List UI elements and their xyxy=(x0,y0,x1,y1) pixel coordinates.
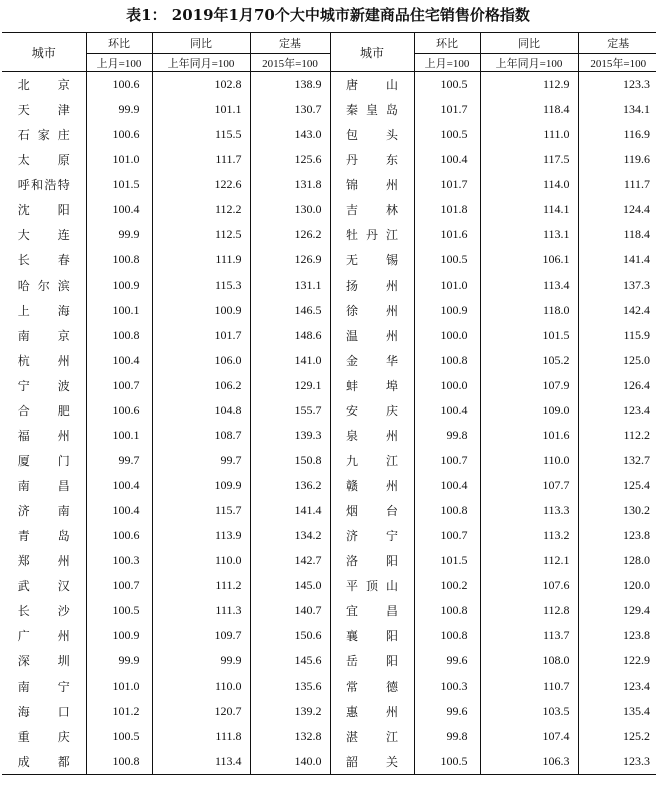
city-name-left: 海 口 xyxy=(17,704,70,719)
fixed-value-right: 132.7 xyxy=(578,448,656,473)
fixed-value-right: 130.2 xyxy=(578,498,656,523)
yoy-value-right: 103.5 xyxy=(480,699,578,724)
mom-value-left: 100.9 xyxy=(86,623,152,648)
mom-value-right: 100.5 xyxy=(414,72,480,98)
yoy-value-left: 112.5 xyxy=(152,222,250,247)
city-name-right: 济 宁 xyxy=(330,523,414,548)
mom-value-right: 101.5 xyxy=(414,548,480,573)
yoy-value-right: 112.1 xyxy=(480,548,578,573)
table-row xyxy=(2,72,656,98)
fixed-value-left: 131.1 xyxy=(250,273,330,298)
city-name-right: 包 头 xyxy=(330,122,414,147)
mom-value-right: 100.8 xyxy=(414,598,480,623)
mom-value-left: 100.1 xyxy=(86,298,152,323)
table-title: 表1： 2019年1月70个大中城市新建商品住宅销售价格指数 xyxy=(126,6,530,24)
mom-value-right: 100.0 xyxy=(414,323,480,348)
fixed-value-left: 140.0 xyxy=(250,749,330,775)
city-name-left: 沈 阳 xyxy=(17,203,70,218)
yoy-value-left: 122.6 xyxy=(152,172,250,197)
yoy-value-right: 118.4 xyxy=(480,97,578,122)
mom-value-right: 101.7 xyxy=(414,172,480,197)
yoy-value-left: 115.3 xyxy=(152,273,250,298)
table-row xyxy=(2,348,656,373)
column-header-fixed-right: 定基 xyxy=(578,33,656,54)
yoy-value-left: 111.9 xyxy=(152,247,250,272)
yoy-value-right: 110.7 xyxy=(480,674,578,699)
yoy-value-left: 113.4 xyxy=(152,749,250,775)
fixed-value-right: 111.7 xyxy=(578,172,656,197)
fixed-value-right: 115.9 xyxy=(578,323,656,348)
mom-value-right: 100.5 xyxy=(414,122,480,147)
mom-value-right: 100.9 xyxy=(414,298,480,323)
yoy-value-left: 104.8 xyxy=(152,398,250,423)
yoy-value-right: 107.7 xyxy=(480,473,578,498)
yoy-value-right: 112.8 xyxy=(480,598,578,623)
fixed-value-right: 125.0 xyxy=(578,348,656,373)
city-name-right: 牡丹江 xyxy=(330,222,414,247)
city-name-right: 岳 阳 xyxy=(330,648,414,673)
fixed-value-left: 134.2 xyxy=(250,523,330,548)
yoy-value-right: 117.5 xyxy=(480,147,578,172)
yoy-value-right: 107.4 xyxy=(480,724,578,749)
city-name-right: 蚌 埠 xyxy=(330,373,414,398)
city-name-left: 重 庆 xyxy=(17,729,70,744)
city-name-right: 惠 州 xyxy=(330,699,414,724)
city-name-left: 天 津 xyxy=(17,103,70,118)
fixed-value-right: 123.8 xyxy=(578,523,656,548)
mom-value-right: 100.5 xyxy=(414,749,480,775)
mom-value-right: 101.7 xyxy=(414,97,480,122)
mom-value-right: 100.4 xyxy=(414,147,480,172)
yoy-value-left: 110.0 xyxy=(152,548,250,573)
mom-value-right: 99.8 xyxy=(414,423,480,448)
city-name-left: 济 南 xyxy=(17,504,70,519)
column-subheader-mom-base-right: 上月=100 xyxy=(414,54,480,72)
fixed-value-left: 150.8 xyxy=(250,448,330,473)
table-row xyxy=(2,523,656,548)
table-row xyxy=(2,373,656,398)
mom-value-left: 99.9 xyxy=(86,222,152,247)
yoy-value-right: 113.4 xyxy=(480,273,578,298)
yoy-value-left: 106.2 xyxy=(152,373,250,398)
yoy-value-left: 99.9 xyxy=(152,648,250,673)
fixed-value-left: 139.3 xyxy=(250,423,330,448)
table-row xyxy=(2,197,656,222)
mom-value-right: 100.4 xyxy=(414,398,480,423)
city-name-right: 丹 东 xyxy=(330,147,414,172)
mom-value-left: 100.9 xyxy=(86,273,152,298)
yoy-value-right: 111.0 xyxy=(480,122,578,147)
yoy-value-right: 105.2 xyxy=(480,348,578,373)
mom-value-left: 99.9 xyxy=(86,97,152,122)
city-name-right: 扬 州 xyxy=(330,273,414,298)
mom-value-right: 100.8 xyxy=(414,348,480,373)
mom-value-left: 100.7 xyxy=(86,373,152,398)
column-subheader-mom-base-left: 上月=100 xyxy=(86,54,152,72)
yoy-value-right: 107.6 xyxy=(480,573,578,598)
mom-value-left: 99.7 xyxy=(86,448,152,473)
city-name-right: 无 锡 xyxy=(330,247,414,272)
city-name-left: 厦 门 xyxy=(17,453,70,468)
fixed-value-left: 136.2 xyxy=(250,473,330,498)
fixed-value-left: 145.6 xyxy=(250,648,330,673)
mom-value-right: 101.0 xyxy=(414,273,480,298)
city-name-right: 秦皇岛 xyxy=(330,97,414,122)
yoy-value-left: 99.7 xyxy=(152,448,250,473)
yoy-value-right: 101.6 xyxy=(480,423,578,448)
fixed-value-right: 116.9 xyxy=(578,122,656,147)
mom-value-left: 100.6 xyxy=(86,72,152,98)
yoy-value-right: 113.1 xyxy=(480,222,578,247)
city-name-right: 九 江 xyxy=(330,448,414,473)
table-row xyxy=(2,573,656,598)
yoy-value-right: 106.3 xyxy=(480,749,578,775)
mom-value-left: 100.4 xyxy=(86,348,152,373)
mom-value-left: 100.6 xyxy=(86,523,152,548)
table-row xyxy=(2,172,656,197)
city-name-left: 武 汉 xyxy=(17,579,70,594)
yoy-value-right: 101.5 xyxy=(480,323,578,348)
mom-value-left: 100.5 xyxy=(86,724,152,749)
city-name-right: 平顶山 xyxy=(330,573,414,598)
table-row xyxy=(2,423,656,448)
yoy-value-right: 109.0 xyxy=(480,398,578,423)
table-row xyxy=(2,147,656,172)
yoy-value-left: 115.5 xyxy=(152,122,250,147)
column-header-fixed-left: 定基 xyxy=(250,33,330,54)
fixed-value-left: 155.7 xyxy=(250,398,330,423)
table-row xyxy=(2,674,656,699)
city-name-right: 徐 州 xyxy=(330,298,414,323)
fixed-value-right: 120.0 xyxy=(578,573,656,598)
mom-value-left: 99.9 xyxy=(86,648,152,673)
fixed-value-right: 122.9 xyxy=(578,648,656,673)
yoy-value-left: 108.7 xyxy=(152,423,250,448)
table-row xyxy=(2,122,656,147)
city-name-left: 广 州 xyxy=(17,629,70,644)
column-header-yoy-right: 同比 xyxy=(480,33,578,54)
yoy-value-right: 113.2 xyxy=(480,523,578,548)
mom-value-right: 100.2 xyxy=(414,573,480,598)
city-name-right: 温 州 xyxy=(330,323,414,348)
fixed-value-left: 145.0 xyxy=(250,573,330,598)
city-name-right: 洛 阳 xyxy=(330,548,414,573)
fixed-value-left: 129.1 xyxy=(250,373,330,398)
yoy-value-left: 112.2 xyxy=(152,197,250,222)
fixed-value-left: 135.6 xyxy=(250,674,330,699)
yoy-value-left: 101.7 xyxy=(152,323,250,348)
price-index-table-container xyxy=(2,32,654,775)
mom-value-left: 100.3 xyxy=(86,548,152,573)
yoy-value-left: 109.7 xyxy=(152,623,250,648)
city-name-right: 常 德 xyxy=(330,674,414,699)
column-header-mom-left: 环比 xyxy=(86,33,152,54)
yoy-value-right: 112.9 xyxy=(480,72,578,98)
fixed-value-right: 119.6 xyxy=(578,147,656,172)
column-subheader-yoy-base-left: 上年同月=100 xyxy=(152,54,250,72)
mom-value-right: 100.7 xyxy=(414,448,480,473)
city-name-left: 杭 州 xyxy=(17,353,70,368)
city-name-left: 北 京 xyxy=(17,78,70,93)
city-name-left: 福 州 xyxy=(17,428,70,443)
city-name-right: 锦 州 xyxy=(330,172,414,197)
city-name-left: 长 春 xyxy=(17,253,70,268)
mom-value-left: 101.0 xyxy=(86,147,152,172)
mom-value-left: 100.6 xyxy=(86,398,152,423)
mom-value-left: 100.1 xyxy=(86,423,152,448)
fixed-value-right: 123.3 xyxy=(578,749,656,775)
fixed-value-left: 130.7 xyxy=(250,97,330,122)
yoy-value-left: 100.9 xyxy=(152,298,250,323)
table-header xyxy=(2,33,656,72)
table-row xyxy=(2,598,656,623)
city-name-right: 宜 昌 xyxy=(330,598,414,623)
city-name-left: 石家庄 xyxy=(17,128,70,143)
table-row xyxy=(2,323,656,348)
mom-value-left: 100.5 xyxy=(86,598,152,623)
mom-value-left: 101.5 xyxy=(86,172,152,197)
yoy-value-left: 115.7 xyxy=(152,498,250,523)
fixed-value-right: 134.1 xyxy=(578,97,656,122)
fixed-value-right: 135.4 xyxy=(578,699,656,724)
table-row xyxy=(2,473,656,498)
city-name-right: 赣 州 xyxy=(330,473,414,498)
mom-value-right: 100.0 xyxy=(414,373,480,398)
city-name-right: 烟 台 xyxy=(330,498,414,523)
fixed-value-left: 138.9 xyxy=(250,72,330,98)
fixed-value-right: 126.4 xyxy=(578,373,656,398)
column-subheader-fixed-base-left: 2015年=100 xyxy=(250,54,330,72)
city-name-left: 合 肥 xyxy=(17,403,70,418)
fixed-value-left: 141.4 xyxy=(250,498,330,523)
yoy-value-left: 111.7 xyxy=(152,147,250,172)
mom-value-left: 100.6 xyxy=(86,122,152,147)
mom-value-right: 100.7 xyxy=(414,523,480,548)
fixed-value-right: 123.4 xyxy=(578,398,656,423)
yoy-value-right: 114.1 xyxy=(480,197,578,222)
fixed-value-left: 139.2 xyxy=(250,699,330,724)
fixed-value-left: 143.0 xyxy=(250,122,330,147)
mom-value-right: 100.5 xyxy=(414,247,480,272)
price-index-table xyxy=(2,32,656,775)
table-row xyxy=(2,273,656,298)
mom-value-right: 100.3 xyxy=(414,674,480,699)
city-name-left: 深 圳 xyxy=(17,654,70,669)
fixed-value-right: 125.4 xyxy=(578,473,656,498)
mom-value-left: 100.4 xyxy=(86,498,152,523)
yoy-value-left: 120.7 xyxy=(152,699,250,724)
fixed-value-right: 129.4 xyxy=(578,598,656,623)
city-name-left: 宁 波 xyxy=(17,378,70,393)
mom-value-left: 100.8 xyxy=(86,247,152,272)
fixed-value-right: 124.4 xyxy=(578,197,656,222)
city-name-right: 泉 州 xyxy=(330,423,414,448)
column-header-city-left: 城市 xyxy=(31,45,56,60)
fixed-value-left: 146.5 xyxy=(250,298,330,323)
fixed-value-right: 137.3 xyxy=(578,273,656,298)
table-row xyxy=(2,648,656,673)
fixed-value-left: 130.0 xyxy=(250,197,330,222)
yoy-value-left: 102.8 xyxy=(152,72,250,98)
table-row xyxy=(2,448,656,473)
fixed-value-right: 123.8 xyxy=(578,623,656,648)
mom-value-left: 100.8 xyxy=(86,749,152,775)
table-row xyxy=(2,498,656,523)
column-subheader-fixed-base-right: 2015年=100 xyxy=(578,54,656,72)
city-name-left: 成 都 xyxy=(17,754,70,769)
mom-value-left: 100.4 xyxy=(86,197,152,222)
table-body xyxy=(2,72,656,775)
fixed-value-left: 132.8 xyxy=(250,724,330,749)
city-name-right: 金 华 xyxy=(330,348,414,373)
table-row xyxy=(2,749,656,775)
mom-value-left: 100.8 xyxy=(86,323,152,348)
yoy-value-left: 111.3 xyxy=(152,598,250,623)
fixed-value-left: 141.0 xyxy=(250,348,330,373)
city-name-right: 湛 江 xyxy=(330,724,414,749)
mom-value-left: 101.2 xyxy=(86,699,152,724)
column-header-mom-right: 环比 xyxy=(414,33,480,54)
fixed-value-left: 140.7 xyxy=(250,598,330,623)
fixed-value-left: 131.8 xyxy=(250,172,330,197)
table-row xyxy=(2,724,656,749)
fixed-value-right: 123.3 xyxy=(578,72,656,98)
yoy-value-left: 111.8 xyxy=(152,724,250,749)
table-row xyxy=(2,699,656,724)
fixed-value-right: 123.4 xyxy=(578,674,656,699)
yoy-value-right: 113.7 xyxy=(480,623,578,648)
yoy-value-left: 101.1 xyxy=(152,97,250,122)
city-name-left: 太 原 xyxy=(17,153,70,168)
yoy-value-right: 118.0 xyxy=(480,298,578,323)
mom-value-right: 101.6 xyxy=(414,222,480,247)
table-row xyxy=(2,623,656,648)
city-name-left: 哈尔滨 xyxy=(17,278,70,293)
yoy-value-left: 113.9 xyxy=(152,523,250,548)
fixed-value-left: 125.6 xyxy=(250,147,330,172)
yoy-value-left: 106.0 xyxy=(152,348,250,373)
yoy-value-right: 106.1 xyxy=(480,247,578,272)
fixed-value-left: 142.7 xyxy=(250,548,330,573)
city-name-right: 韶 关 xyxy=(330,749,414,775)
fixed-value-right: 125.2 xyxy=(578,724,656,749)
table-row xyxy=(2,247,656,272)
city-name-left: 长 沙 xyxy=(17,604,70,619)
fixed-value-right: 141.4 xyxy=(578,247,656,272)
fixed-value-right: 142.4 xyxy=(578,298,656,323)
city-name-left: 大 连 xyxy=(17,228,70,243)
city-name-left: 南 宁 xyxy=(17,679,70,694)
mom-value-right: 99.8 xyxy=(414,724,480,749)
yoy-value-right: 110.0 xyxy=(480,448,578,473)
table-row xyxy=(2,398,656,423)
column-header-city-right: 城市 xyxy=(330,33,414,72)
mom-value-left: 101.0 xyxy=(86,674,152,699)
city-name-left: 南 京 xyxy=(17,328,70,343)
column-subheader-yoy-base-right: 上年同月=100 xyxy=(480,54,578,72)
mom-value-right: 99.6 xyxy=(414,648,480,673)
yoy-value-left: 109.9 xyxy=(152,473,250,498)
table-row xyxy=(2,222,656,247)
yoy-value-left: 110.0 xyxy=(152,674,250,699)
mom-value-right: 100.8 xyxy=(414,623,480,648)
fixed-value-right: 112.2 xyxy=(578,423,656,448)
mom-value-left: 100.4 xyxy=(86,473,152,498)
fixed-value-left: 126.9 xyxy=(250,247,330,272)
yoy-value-left: 111.2 xyxy=(152,573,250,598)
city-name-right: 唐 山 xyxy=(330,72,414,98)
fixed-value-left: 126.2 xyxy=(250,222,330,247)
fixed-value-left: 150.6 xyxy=(250,623,330,648)
city-name-right: 吉 林 xyxy=(330,197,414,222)
mom-value-left: 100.7 xyxy=(86,573,152,598)
yoy-value-right: 113.3 xyxy=(480,498,578,523)
fixed-value-right: 118.4 xyxy=(578,222,656,247)
city-name-left: 青 岛 xyxy=(17,529,70,544)
table-row xyxy=(2,97,656,122)
city-name-right: 安 庆 xyxy=(330,398,414,423)
column-header-yoy-left: 同比 xyxy=(152,33,250,54)
fixed-value-left: 148.6 xyxy=(250,323,330,348)
table-row xyxy=(2,548,656,573)
fixed-value-right: 128.0 xyxy=(578,548,656,573)
city-name-left: 郑 州 xyxy=(17,554,70,569)
city-name-left: 南 昌 xyxy=(17,479,70,494)
mom-value-right: 101.8 xyxy=(414,197,480,222)
city-name-right: 襄 阳 xyxy=(330,623,414,648)
yoy-value-right: 108.0 xyxy=(480,648,578,673)
city-name-left: 上 海 xyxy=(17,303,70,318)
mom-value-right: 99.6 xyxy=(414,699,480,724)
mom-value-right: 100.4 xyxy=(414,473,480,498)
yoy-value-right: 107.9 xyxy=(480,373,578,398)
table-row xyxy=(2,298,656,323)
yoy-value-right: 114.0 xyxy=(480,172,578,197)
city-name-left: 呼和浩特 xyxy=(17,178,70,193)
mom-value-right: 100.8 xyxy=(414,498,480,523)
